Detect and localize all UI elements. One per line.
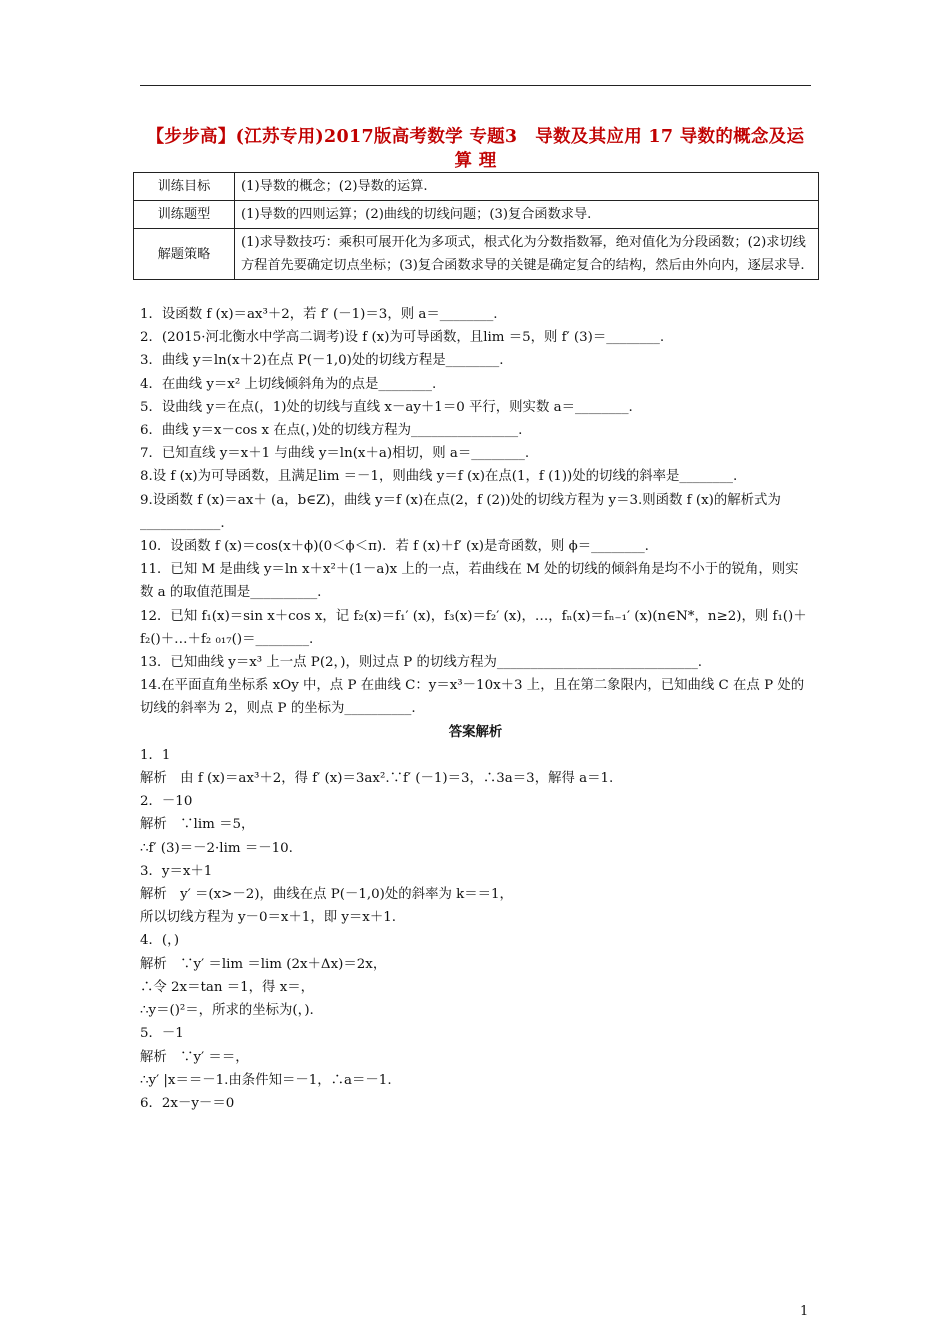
table-key: 训练题型 <box>134 201 235 229</box>
question-6: 6．曲线 y＝x－cos x 在点(，)处的切线方程为________________. <box>140 423 523 439</box>
question-13: 13．已知曲线 y＝x³ 上一点 P(2，)，则过点 P 的切线方程为______________________________. <box>140 655 703 671</box>
question-9: 9.设函数 f (x)＝ax＋ (a，b∈Z)，曲线 y＝f (x)在点(2，f (2))处的切线方程为 y＝3.则函数 f (x)的解析式为____________. <box>140 492 781 531</box>
answer-line: ∴f′ (3)＝－2·lim ＝－10. <box>140 840 293 856</box>
question-5: 5．设曲线 y＝在点(，1)处的切线与直线 x－ay＋1＝0 平行，则实数 a＝________. <box>140 399 633 415</box>
answer-line: ∴y′ |x＝＝－1.由条件知＝－1，∴a＝－1. <box>140 1072 392 1088</box>
table-key: 训练目标 <box>134 173 235 201</box>
answer-line: 解析 ∵lim ＝5， <box>140 817 255 833</box>
answer-line: 3．y＝x＋1 <box>140 863 213 879</box>
question-14: 14.在平面直角坐标系 xOy 中，点 P 在曲线 C：y＝x³－10x＋3 上，且在第二象限内，已知曲线 C 在点 P 处的切线的斜率为 2，则点 P 的坐标为__________. <box>140 678 805 717</box>
answer-line: 1．1 <box>140 747 171 763</box>
question-7: 7．已知直线 y＝x＋1 与曲线 y＝ln(x＋a)相切，则 a＝________. <box>140 446 530 462</box>
table-value: (1)导数的概念；(2)导数的运算. <box>235 173 819 201</box>
question-1: 1．设函数 f (x)＝ax³＋2，若 f′ (－1)＝3，则 a＝________. <box>140 307 498 322</box>
answer-heading: 答案解析 <box>448 723 503 740</box>
question-4: 4．在曲线 y＝x² 上切线倾斜角为的点是________. <box>140 376 437 392</box>
page-number: 1 <box>800 1304 809 1319</box>
answer-line: 6．2x－y－＝0 <box>140 1095 235 1111</box>
answer-line: 2．－10 <box>140 794 193 810</box>
table-value: (1)求导数技巧：乘积可展开化为多项式，根式化为分数指数幂，绝对值化为分段函数；(2)求切线方程首先要确定切点坐标；(3)复合函数求导的关键是确定复合的结构，然后由外向内，逐层求导. <box>235 229 819 280</box>
answer-line: 解析 ∵y′ ＝lim ＝lim (2x＋Δx)＝2x， <box>140 956 387 972</box>
document-body <box>140 303 811 1115</box>
answer-line: 4．(，) <box>140 933 180 949</box>
question-8: 8.设 f (x)为可导函数，且满足lim ＝－1，则曲线 y＝f (x)在点(1，f (1))处的切线的斜率是________. <box>140 469 738 485</box>
answer-line: ∴y＝()²＝，所求的坐标为(，). <box>140 1003 314 1019</box>
table-row <box>134 229 819 280</box>
table-row <box>134 173 819 201</box>
answer-line: 解析 ∵y′ ＝＝， <box>140 1049 249 1065</box>
answer-line: ∴令 2x＝tan ＝1，得 x＝， <box>140 979 315 995</box>
question-3: 3．曲线 y＝ln(x＋2)在点 P(－1,0)处的切线方程是________. <box>140 353 504 369</box>
table-key: 解题策略 <box>134 229 235 280</box>
answer-line: 解析 y′ ＝(x>－2)，曲线在点 P(－1,0)处的斜率为 k＝＝1， <box>140 887 513 903</box>
answer-line: 所以切线方程为 y－0＝x＋1，即 y＝x＋1. <box>140 910 397 926</box>
answer-line: 5．－1 <box>140 1026 184 1042</box>
table-row <box>134 201 819 229</box>
question-12: 12．已知 f₁(x)＝sin x＋cos x，记 f₂(x)＝f₁′ (x)，f₃(x)＝f₂′ (x)，…，fₙ(x)＝fₙ₋₁′ (x)(n∈N*，n≥2)，则 f₁()＋f₂()＋…＋f₂ ₀₁₇()＝________. <box>140 608 807 647</box>
answer-line: 解析 由 f (x)＝ax³＋2，得 f′ (x)＝3ax².∵f′ (－1)＝3，∴3a＝3，解得 a＝1. <box>140 771 614 787</box>
question-11: 11．已知 M 是曲线 y＝ln x＋x²＋(1－a)x 上的一点，若曲线在 M 处的切线的倾斜角是均不小于的锐角，则实数 a 的取值范围是__________. <box>140 562 799 601</box>
training-info-table <box>133 172 819 280</box>
question-2: 2．(2015·河北衡水中学高二调考)设 f (x)为可导函数，且lim ＝5，则 f′ (3)＝________. <box>140 330 665 346</box>
question-10: 10．设函数 f (x)＝cos(x＋ϕ)(0＜ϕ＜π)．若 f (x)＋f′ (x)是奇函数，则 ϕ＝________. <box>140 539 649 555</box>
document-title: 【步步高】(江苏专用)2017版高考数学 专题3 导数及其应用 17 导数的概念及运算 理 <box>146 127 805 171</box>
header-rule <box>140 85 811 86</box>
table-value: (1)导数的四则运算；(2)曲线的切线问题；(3)复合函数求导. <box>235 201 819 229</box>
